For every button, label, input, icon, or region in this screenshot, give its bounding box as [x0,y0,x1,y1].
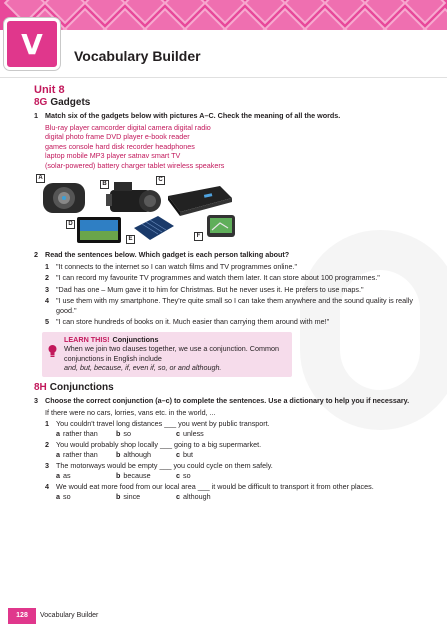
option-b: b so [116,428,131,438]
item-text: The motorways would be empty ___ you could cycle on them safely. [56,461,273,470]
exercise-number: 1 [34,111,38,120]
item-number: 4 [45,296,49,305]
vocabulary-line: digital photo frame DVD player e-book reader [45,132,190,141]
item-text: "I can store hundreds of books on it. Much easier than carrying them around with me!" [56,317,330,326]
header-bar [0,30,447,78]
option-c: c but [176,449,193,459]
option-a: a rather than [56,428,98,438]
vocabulary-line: games console hard disk recorder headphones [45,141,195,151]
exercise-3 [34,396,420,406]
option-b: b since [116,491,141,501]
option-b: b because [116,470,151,480]
section-code: 8G [34,96,48,108]
item-text: "I use them with my smartphone. They're quite small so I can take them anywhere and the sound quality is really good." [56,296,413,315]
exercise-item [34,296,420,315]
item-number: 4 [45,482,49,491]
gadget-pictures [36,174,420,244]
option-c: c so [176,470,191,480]
item-text: "I can record my favourite TV programmes and watch them later. It can store about 100 programmes." [56,273,380,282]
option-a: a so [56,491,71,501]
answer-options [34,471,420,481]
vocabulary-line: Blu-ray player camcorder digital camera digital radio [45,122,211,132]
answer-options [34,429,420,439]
learn-this-heading [64,335,286,345]
option-c: c unless [176,428,204,438]
exercise-item [34,482,420,492]
option-b: b although [116,449,151,459]
exercise-intro: If there were no cars, lorries, vans etc. in the world, ... [45,407,216,417]
solar-charger-picture [132,214,176,242]
exercise-item [34,285,420,295]
picture-label-d: D [66,220,75,229]
learn-this-label: LEARN THIS! [64,334,110,344]
exercise-instruction: Read the sentences below. Which gadget is each person talking about? [45,250,290,259]
section-tab: V [4,18,60,70]
item-number: 3 [45,284,49,294]
picture-label-c: C [156,176,165,185]
section-8g-title [34,98,420,108]
item-text: "It connects to the internet so I can watch films and TV programmes online." [56,261,298,271]
option-c: c although [176,491,211,501]
exercise-1 [34,111,420,121]
exercise-instruction: Match six of the gadgets below with pictures A–C. Check the meaning of all the words. [45,111,341,120]
exercise-number: 3 [34,396,38,405]
exercise-item [34,419,420,429]
item-number: 1 [45,261,49,271]
footer-title: Vocabulary Builder [40,612,99,619]
answer-options [34,492,420,502]
item-number: 2 [45,440,49,449]
item-number: 1 [45,419,49,428]
answer-options [34,450,420,460]
lightbulb-icon [47,344,58,357]
hard-disk-recorder-picture [164,182,234,218]
satnav-picture [206,214,236,240]
exercise-item [34,461,420,471]
item-number: 2 [45,273,49,282]
section-name: Gadgets [50,96,91,108]
learn-this-examples: and, but, because, if, even if, so, or and although. [64,363,222,372]
exercise-item [34,273,420,283]
picture-label-a: A [36,174,45,183]
section-8h-title [34,383,420,393]
page-content [34,80,420,501]
learn-this-title: Conjunctions [112,334,159,344]
section-name: Conjunctions [49,381,114,393]
exercise-2 [34,250,420,260]
item-text: You would probably shop locally ___ going to a big supermarket. [56,440,262,449]
vocabulary-line: laptop mobile MP3 player satnav smart TV [45,151,181,160]
speaker-picture [42,180,86,216]
option-a: a rather than [56,449,98,459]
learn-this-text: When we join two clauses together, we use a conjunction. Common conjunctions in English include [64,344,279,363]
item-text: We would eat more food from our local area ___ it would be difficult to transport it from other places. [56,482,374,491]
exercise-number: 2 [34,250,38,259]
exercise-item [34,440,420,450]
section-code: 8H [34,381,47,393]
page-footer [0,608,447,624]
exercise-item [34,262,420,272]
picture-label-e: E [126,235,135,244]
unit-title: Unit 8 [34,84,65,96]
vocabulary-list [34,123,420,171]
exercise-item [34,317,420,327]
vocabulary-line: (solar-powered) battery charger tablet wireless speakers [45,160,225,170]
exercise-instruction: Choose the correct conjunction (a–c) to complete the sentences. Use a dictionary to help you if necessary. [45,396,410,405]
picture-label-b: B [100,180,109,189]
item-text: "Dad has one – Mum gave it to him for Christmas. But he never uses it. He prefers to use maps." [56,284,364,294]
option-a: a as [56,470,71,480]
photo-frame-picture [76,216,122,244]
page-title: Vocabulary Builder [74,48,201,64]
page-number: 128 [8,608,36,624]
item-number: 5 [45,317,49,326]
item-text: You couldn't travel long distances ___ you went by public transport. [56,419,270,428]
learn-this-box [42,332,292,377]
picture-label-f: F [194,232,203,241]
item-number: 3 [45,461,49,470]
